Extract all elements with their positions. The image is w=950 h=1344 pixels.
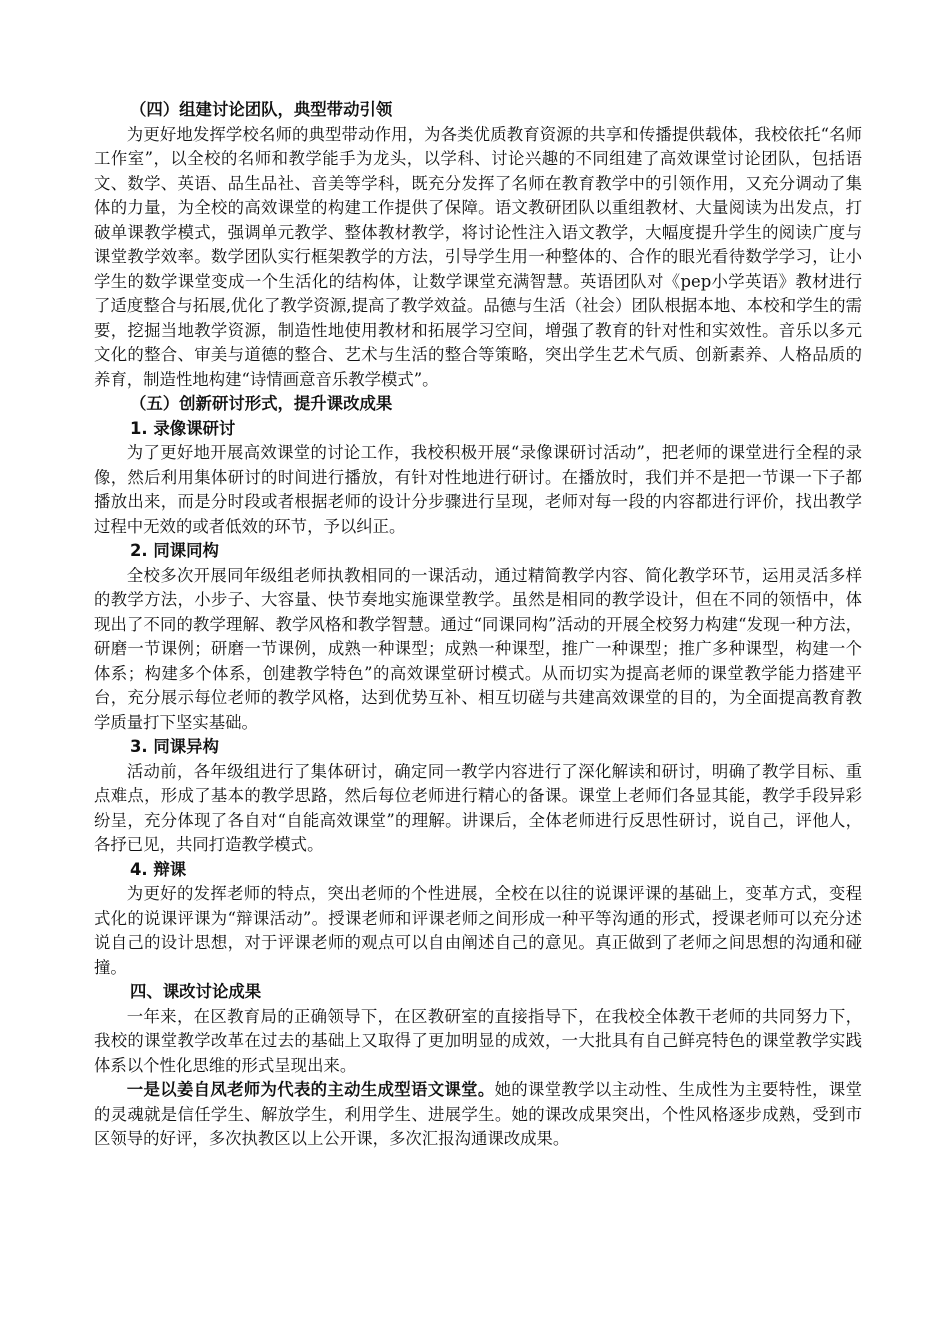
subsection-heading-1: 1. 录像课研讨	[130, 418, 236, 438]
document-page	[94, 98, 862, 1152]
section-heading-5: （五）创新研讨形式，提升课改成果	[130, 394, 393, 413]
paragraph-lead-bold: 一是以姜自凤老师为代表的主动生成型语文课堂。	[126, 1080, 495, 1099]
part-4-paragraph-1: 一年来，在区教育局的正确领导下，在区教研室的直接指导下，在我校全体教干老师的共同努力下，我校的课堂教学改革在过去的基础上又取得了更加明显的成效，一大批具有自己鲜亮特色的课堂教学实践体系以个性化思维的形式呈现出来。	[94, 1006, 862, 1075]
subsection-3-paragraph: 活动前，各年级组进行了集体研讨，确定同一教学内容进行了深化解读和研讨，明确了教学目标、重点难点，形成了基本的教学思路，然后每位老师进行精心的备课。课堂上老师们各显其能，教学手段异彩纷呈，充分体现了各自对“自能高效课堂”的理解。讲课后，全体老师进行反思性研讨，说自己，评他人，各抒已见，共同打造教学模式。	[94, 761, 862, 854]
part-4-paragraph-2	[94, 1078, 862, 1152]
part-heading-4: 四、课改讨论成果	[130, 982, 262, 1001]
subsection-heading-3: 3. 同课异构	[130, 737, 219, 756]
paragraph-body: 她的课堂教学以主动性、生成性为主要特性，课堂的灵魂就是信任学生、解放学生，利用学生、进展学生。她的课改成果突出，个性风格逐步成熟，受到市区领导的好评，多次执教区以上公开课，多次汇报沟通课改成果。	[94, 1080, 862, 1148]
subsection-heading-2: 2. 同课同构	[130, 541, 219, 560]
subsection-2-paragraph: 全校多次开展同年级组老师执教相同的一课活动，通过精简教学内容、简化教学环节，运用灵活多样的教学方法，小步子、大容量、快节奏地实施课堂教学。虽然是相同的教学设计，但在不同的领悟中，体现出了不同的教学理解、教学风格和教学智慧。通过“同课同构”活动的开展全校努力构建“发现一种方法，研磨一节课例；研磨一节课例，成熟一种课型；成熟一种课型，推广一种课型；推广多种课型，构建一个体系；构建多个体系，创建教学特色”的高效课堂研讨模式。从而切实为提高老师的课堂教学能力搭建平台，充分展示每位老师的教学风格，达到优势互补、相互切磋与共建高效课堂的目的，为全面提高教育教学质量打下坚实基础。	[94, 565, 862, 732]
subsection-4-paragraph: 为更好的发挥老师的特点，突出老师的个性进展，全校在以往的说课评课的基础上，变革方式，变程式化的说课评课为“辩课活动”。授课老师和评课老师之间形成一种平等沟通的形式，授课老师可以充分述说自己的设计思想，对于评课老师的观点可以自由阐述自己的意见。真正做到了老师之间思想的沟通和碰撞。	[94, 884, 862, 977]
subsection-1-paragraph: 为了更好地开展高效课堂的讨论工作，我校积极开展“录像课研讨活动”，把老师的课堂进行全程的录像，然后利用集体研讨的时间进行播放，有针对性地进行研讨。在播放时，我们并不是把一节课一下子都播放出来，而是分时段或者根据老师的设计分步骤进行呈现，老师对每一段的内容都进行评价，找出教学过程中无效的或者低效的环节，予以纠正。	[94, 443, 862, 536]
section-heading-4: （四）组建讨论团队，典型带动引领	[130, 100, 393, 119]
subsection-heading-4: 4. 辩课	[130, 859, 187, 879]
section-4-paragraph: 为更好地发挥学校名师的典型带动作用，为各类优质教育资源的共享和传播提供载体，我校依托“名师工作室”，以全校的名师和教学能手为龙头，以学科、讨论兴趣的不同组建了高效课堂讨论团队，包括语文、数学、英语、品生品社、音美等学科，既充分发挥了名师在教育教学中的引领作用，又充分调动了集体的力量，为全校的高效课堂的构建工作提供了保障。语文教研团队以重组教材、大量阅读为出发点，打破单课教学模式，强调单元教学、整体教材教学，将讨论性注入语文教学，大幅度提升学生的阅读广度与课堂教学效率。数学团队实行框架教学的方法，引导学生用一种整体的、合作的眼光看待数学学习，让小学生的数学课堂变成一个生活化的结构体，让数学课堂充满智慧。英语团队对《pep小学英语》教材进行了适度整合与拓展,优化了教学资源,提高了教学效益。品德与生活（社会）团队根据本地、本校和学生的需要，挖掘当地教学资源，制造性地使用教材和拓展学习空间，增强了教育的针对性和实效性。音乐以多元文化的整合、审美与道德的整合、艺术与生活的整合等策略，突出学生艺术气质、创新素养、人格品质的养育，制造性地构建“诗情画意音乐教学模式”。	[94, 124, 862, 389]
